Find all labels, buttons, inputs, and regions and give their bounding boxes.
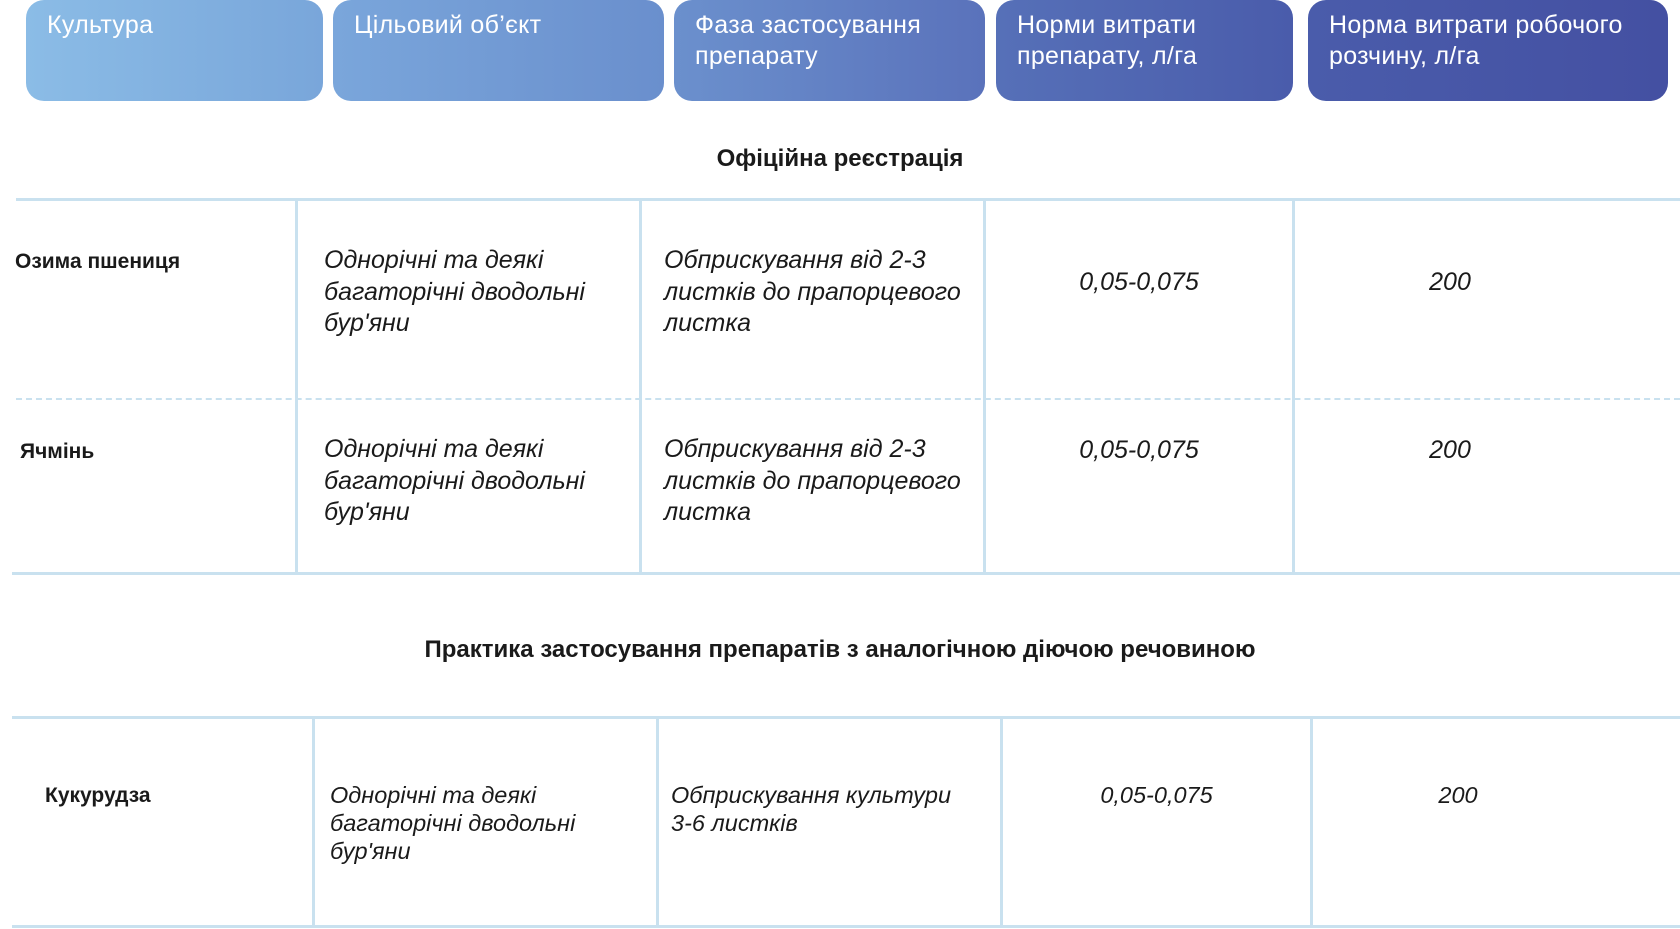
table-row-target: Однорічні та деякі багаторічні дводольні бур'яни: [324, 246, 585, 337]
header-culture: Культура: [26, 0, 323, 101]
header-product-rate: Норми витрати препарату, л/га: [996, 0, 1293, 101]
table-row-crop: Ячмінь: [20, 440, 95, 463]
header-solution-rate: Норма витрати робочого розчину, л/га: [1308, 0, 1668, 101]
table-row-phase: Обприскування від 2-3 листків до прапорцевого листка: [664, 246, 961, 337]
table-row-phase: Обприскування від 2-3 листків до прапорцевого листка: [664, 435, 961, 526]
column-divider: [1000, 718, 1003, 925]
table-row-crop: Озима пшениця: [15, 250, 181, 273]
table-row-crop: Кукурудза: [45, 784, 151, 807]
column-divider: [983, 200, 986, 572]
table-rule: [16, 198, 1680, 201]
column-divider: [1292, 200, 1295, 572]
table-row-rate: 0,05-0,075: [1100, 782, 1213, 808]
header-target: Цільовий об’єкт: [333, 0, 664, 101]
row-divider: [16, 398, 1680, 400]
table-row-phase: Обприскування культури 3-6 листків: [671, 782, 952, 836]
section-title-official: Офіційна реєстрація: [716, 145, 964, 172]
column-divider: [639, 200, 642, 572]
table-row-rate: 0,05-0,075: [1079, 436, 1199, 464]
table-rule: [12, 572, 1680, 575]
table-row-solution: 200: [1429, 268, 1471, 296]
column-divider: [312, 718, 315, 925]
table-rule: [12, 716, 1680, 719]
table-row-solution: 200: [1429, 436, 1471, 464]
column-divider: [1310, 718, 1313, 925]
table-rule: [12, 925, 1680, 928]
column-divider: [656, 718, 659, 925]
column-divider: [295, 200, 298, 572]
table-row-target: Однорічні та деякі багаторічні дводольні бур'яни: [324, 435, 585, 526]
table-row-solution: 200: [1438, 782, 1478, 808]
table-row-target: Однорічні та деякі багаторічні дводольні бур'яни: [330, 782, 576, 864]
header-phase: Фаза застосування препарату: [674, 0, 985, 101]
table-row-rate: 0,05-0,075: [1079, 268, 1199, 296]
section-title-practice: Практика застосування препаратів з аналогічною діючою речовиною: [424, 636, 1256, 663]
